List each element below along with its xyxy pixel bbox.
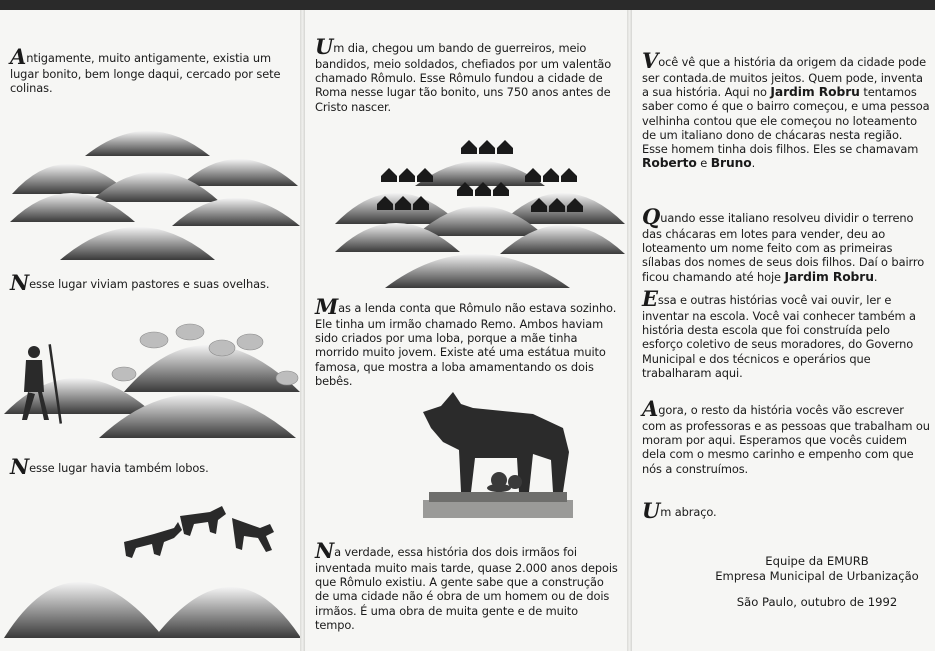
- panel-middle: [305, 10, 628, 651]
- paragraph-romulus: [315, 36, 619, 114]
- signature-company: Empresa Municipal de Urbanização: [715, 569, 919, 583]
- drop-cap: U: [315, 34, 334, 59]
- paragraph-text: .: [751, 156, 756, 171]
- paragraph-text: m abraço.: [660, 505, 717, 519]
- drop-cap: N: [10, 270, 30, 295]
- paragraph-text: ocê vê que a história da origem da cidade pode ser contada.de muitos jeitos. Quem pode, inventa a sua história. Aqui no: [642, 55, 927, 100]
- paragraph-text: ntigamente, muito antigamente, existia um lugar bonito, bem longe daqui, cercado por sete colinas.: [10, 51, 281, 96]
- drop-cap: V: [642, 48, 659, 73]
- paragraph-text: uando esse italiano resolveu dividir o terreno das chácaras em lotes para vender, deu ao loteamento um nome feito com as primeiras sílabas dos nomes de seus dois filhos. Daí o bairro ficou chamando até hoje: [642, 211, 925, 284]
- paragraph-text: .: [873, 269, 878, 284]
- drop-cap: E: [642, 286, 658, 311]
- wolf-figures: [124, 506, 274, 558]
- seven-hills-illustration: [10, 114, 300, 262]
- wolves-illustration: [4, 506, 301, 638]
- panel-right: [632, 10, 935, 651]
- top-edge: [0, 0, 935, 10]
- drop-cap: M: [315, 294, 339, 319]
- she-wolf-statue-image: [413, 388, 583, 522]
- paragraph-text: a verdade, essa história dos dois irmãos foi inventada muito mais tarde, quase 2.000 anos depois que Rômulo existiu. A gente sabe que a construção de uma cidade não é obra de um homem ou de dois irmãos. É uma obra de muita gente e de muito tempo.: [315, 545, 618, 632]
- shepherd-and-sheep-illustration: [4, 302, 301, 438]
- bairro-name: Jardim Robru: [770, 85, 860, 100]
- drop-cap: Q: [642, 204, 661, 229]
- drop-cap: A: [10, 44, 27, 69]
- signature-block: [702, 554, 932, 610]
- paragraph-text: ssa e outras histórias você vai ouvir, ler e inventar na escola. Você vai conhecer também a história desta escola que foi construída pelo esforço coletivo de seus moradores, do Governo Municipal e dos técnicos e operários que trabalharam aqui.: [642, 293, 916, 380]
- paragraph-text: gora, o resto da história vocês vão escrever com as professoras e as pessoas que trabalham ou moram por aqui. Esperamos que vocês cuidem dela com o mesmo carinho e empenho com que nós a construímos.: [642, 403, 930, 476]
- paragraph-text: esse lugar havia também lobos.: [29, 461, 209, 475]
- paragraph-farewell: [642, 500, 930, 521]
- paragraph-hills: [10, 46, 292, 95]
- paragraph-legend: [315, 540, 619, 632]
- paragraph-school: [642, 288, 930, 380]
- paragraph-future: [642, 398, 930, 476]
- paragraph-text: e: [696, 156, 711, 171]
- signature-date: São Paulo, outubro de 1992: [736, 595, 898, 609]
- panel-left: [0, 10, 301, 651]
- paragraph-remo: [315, 296, 619, 388]
- drop-cap: A: [642, 396, 659, 421]
- drop-cap: N: [315, 538, 335, 563]
- drop-cap: N: [10, 454, 30, 479]
- signature-team: Equipe da EMURB: [765, 554, 869, 568]
- paragraph-shepherds: [10, 272, 292, 293]
- son-name: Roberto: [642, 156, 697, 171]
- paragraph-wolves: [10, 456, 292, 477]
- paragraph-text: esse lugar viviam pastores e suas ovelhas.: [29, 277, 270, 291]
- paragraph-name-origin: [642, 206, 930, 284]
- city-on-hills-illustration: [335, 128, 625, 288]
- bairro-name: Jardim Robru: [784, 269, 874, 284]
- paragraph-text: tentamos saber como é que o bairro começou, e uma pessoa velhinha contou que ele começou no loteamento de um italiano dono de chácaras nesta região. Esse homem tinha dois filhos. Eles se chamavam: [642, 85, 930, 157]
- son-name: Bruno: [710, 156, 752, 171]
- paragraph-text: m dia, chegou um bando de guerreiros, meio bandidos, meio soldados, chefiados por um valentão chamado Rômulo. Esse Rômulo fundou a cidade de Roma nesse lugar tão bonito, uns 750 anos antes de Cristo nascer.: [315, 41, 612, 114]
- drop-cap: U: [642, 498, 661, 523]
- paragraph-origin: [642, 50, 930, 170]
- paragraph-text: as a lenda conta que Rômulo não estava sozinho. Ele tinha um irmão chamado Remo. Ambos haviam sido criados por uma loba, porque a mãe tinha morrido muito jovem. Existe até uma estátua muito famosa, que mostra a loba amamentando os dois bebês.: [315, 301, 617, 388]
